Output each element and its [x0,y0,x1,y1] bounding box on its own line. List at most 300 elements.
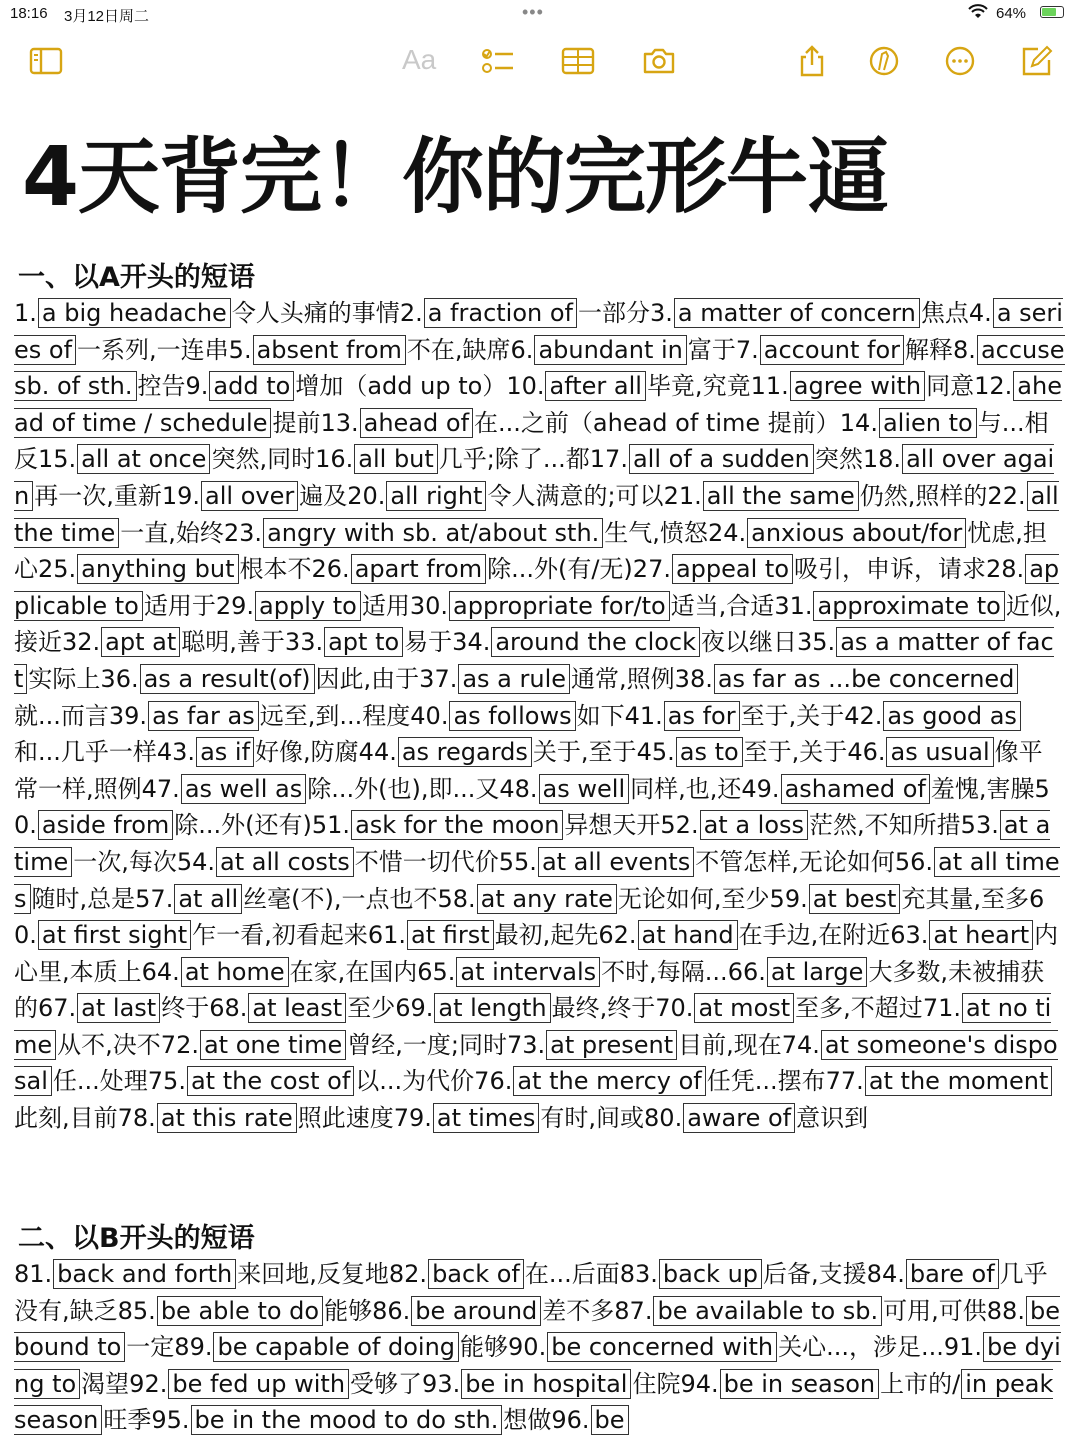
phrase-meaning: 同样,也,还 [630,774,742,803]
phrase-box: at all [174,884,242,914]
phrase-box: at the mercy of [513,1066,705,1096]
phrase-box: apart from [351,554,486,584]
entry-number: 11. [750,372,789,401]
phrase-meaning: 任凭...摆布 [706,1067,826,1096]
phrase-box: as a matter of fact [14,628,1054,693]
entry-number: 95. [151,1406,190,1435]
entry-number: 76. [474,1067,513,1096]
phrase-box: appropriate for/to [449,591,670,621]
phrase-box: around the clock [491,627,700,657]
phrase-meaning: 在家,在国内 [289,957,418,986]
phrase-meaning: 易于 [404,628,453,657]
entry-number: 19. [161,481,201,510]
phrase-meaning: 终于 [161,994,210,1023]
entry-number: 49. [741,774,780,803]
phrase-box: all the same [703,481,859,511]
entry-number: 12. [974,372,1013,401]
phrase-meaning: 通常,照例 [571,664,675,693]
phrase-meaning: 仍然,照样的 [859,481,988,510]
phrase-box: agree with [790,371,925,401]
entry-number: 85. [117,1296,156,1325]
entry-number: 70. [655,994,694,1023]
phrase-box: at all times [14,847,1060,913]
phrase-box: be available to sb. [653,1296,882,1326]
phrase-meaning: 突然 [814,445,863,474]
phrase-box: ahead of time / schedule [14,372,1062,437]
phrase-box: ashamed of [781,774,930,804]
phrase-meaning: 一次,每次 [73,847,177,876]
entry-number: 52. [660,811,699,840]
phrase-meaning: 曾经,一度;同时 [347,1030,507,1059]
phrase-box: as follows [449,701,575,731]
phrase-box: a series of [14,299,1063,364]
phrase-meaning: 除...外(也),即...又 [307,774,500,803]
phrase-meaning: 适用于 [143,591,216,620]
phrase-box: aside from [38,810,173,840]
phrase-meaning: 就...而言 [14,701,109,730]
entry-number: 46. [847,738,886,767]
phrase-meaning: 最终,终于 [551,994,656,1023]
phrase-box: alien to [879,408,977,438]
phrase-box: applicable to [14,555,1060,620]
phrase-box: back up [659,1259,762,1289]
phrase-box: add to [209,371,294,401]
phrase-box: at any rate [477,884,617,914]
phrase-box: at times [433,1103,539,1133]
entry-number: 39. [108,701,148,730]
entry-number: 56. [894,847,934,876]
phrase-meaning: 除...外(还有) [174,811,312,840]
phrase-box: at all costs [216,847,354,877]
entry-number: 15. [38,445,77,474]
phrase-box: abundant in [534,335,686,365]
entry-number: 93. [422,1369,461,1398]
phrase-box: ask for the moon [351,810,563,840]
entry-number: 34. [452,628,491,657]
phrase-meaning: 焦点 [920,299,969,327]
table-icon[interactable] [560,44,596,78]
phrase-meaning: 此刻,目前 [14,1104,118,1133]
status-bar [0,0,1080,28]
more-icon[interactable] [942,44,978,78]
entry-number: 78. [117,1104,156,1133]
phrase-meaning: 根本不 [239,555,312,584]
section-a-body[interactable] [14,295,1066,1137]
phrase-box: as regards [398,737,532,767]
entry-number: 18. [862,445,902,474]
phrase-box: at a loss [700,810,808,840]
phrase-meaning: 目前,现在 [678,1030,782,1059]
entry-number: 2. [399,299,423,327]
entry-number: 84. [866,1260,905,1288]
phrase-meaning: 以...为代价 [355,1067,475,1096]
phrase-box: at the moment [865,1066,1053,1096]
entry-number: 88. [986,1296,1025,1325]
phrase-meaning: 一系列,一连串 [77,335,229,364]
phrase-box: as a result(of) [140,664,315,694]
phrase-box: as usual [886,737,993,767]
phrase-meaning: 最初,起先 [494,921,599,950]
phrase-meaning: 想做 [503,1406,552,1435]
phrase-meaning: 一直,始终 [120,518,224,547]
phrase-meaning: 像平常一样,照例 [14,738,1043,803]
phrase-meaning: 从不,决不 [57,1030,161,1059]
entry-number: 74. [781,1030,820,1059]
phrase-box: at intervals [456,957,600,987]
entry-number: 72. [160,1030,199,1059]
phrase-box: a fraction of [424,298,577,328]
phrase-box: be in the mood to do sth. [191,1405,503,1435]
entry-number: 21. [663,481,702,510]
entry-number: 90. [508,1333,547,1362]
status-time: 18:16 [10,5,48,22]
battery-percent: 64% [996,5,1027,22]
phrase-box: at no time [14,994,1052,1059]
phrase-box: at a time [14,811,1051,876]
phrase-meaning: 充其量,至多 [901,884,1030,913]
entry-number: 54. [176,847,216,876]
phrase-meaning: 适当,合适 [670,591,775,620]
phrase-meaning: 忧虑,担心 [14,518,1047,584]
entry-number: 83. [619,1260,658,1288]
phrase-meaning: 在...之前（ahead of time 提前） [474,408,840,437]
entry-number: 89. [174,1333,213,1362]
notes-toolbar [0,34,1080,88]
entry-number: 60. [14,884,1045,950]
phrase-meaning: 受够了 [350,1369,423,1398]
phrase-meaning: 内心里,本质上 [14,921,1059,986]
phrase-meaning: 同意 [926,372,975,401]
entry-number: 20. [347,481,386,510]
entry-number: 9. [185,372,209,401]
entry-number: 59. [769,884,808,913]
entry-number: 7. [735,335,759,364]
camera-icon[interactable] [641,44,677,78]
phrase-box: as far as ...be concerned [714,664,1019,694]
phrase-box: at all events [538,847,694,877]
phrase-box: be around [411,1296,541,1326]
phrase-meaning: 聪明,善于 [181,628,285,657]
phrase-box: apply to [255,591,361,621]
entry-number: 65. [417,957,456,986]
phrase-meaning: 远至,到...程度 [259,701,411,730]
entry-number: 81. [14,1260,53,1288]
phrase-meaning: 增加（add up to） [295,372,507,401]
phrase-meaning: 至于,关于 [743,738,848,767]
phrase-box: a matter of concern [674,298,920,328]
phrase-meaning: 生气,愤怒 [604,518,708,547]
entry-number: 22. [987,481,1026,510]
phrase-box: at best [809,884,901,914]
phrase-box: in peak season [14,1369,1054,1435]
entry-number: 91. [943,1333,983,1362]
phrase-meaning: 关心...，涉足... [778,1333,944,1362]
entry-number: 57. [135,884,174,913]
share-icon[interactable] [794,44,830,78]
phrase-meaning: 再一次,重新 [34,481,162,510]
entry-number: 58. [437,884,476,913]
phrase-box: as to [676,737,743,767]
entry-number: 42. [844,701,883,730]
entry-number: 13. [320,408,359,437]
phrase-meaning: 不管怎样,无论如何 [695,847,895,876]
section-b-body[interactable] [14,1256,1066,1439]
phrase-box: absent from [253,335,406,365]
entry-number: 69. [395,994,434,1023]
phrase-meaning: 控告 [137,372,186,401]
phrase-box: all at once [77,444,210,474]
entry-number: 37. [419,664,458,693]
entry-number: 44. [358,738,397,767]
phrase-box: at most [694,993,794,1023]
phrase-box: approximate to [813,591,1004,621]
phrase-box: at least [248,993,346,1023]
phrase-box: at home [181,957,289,987]
entry-number: 82. [388,1260,428,1288]
entry-number: 10. [506,372,545,401]
entry-number: 28. [986,555,1025,584]
phrase-meaning: 一部分 [578,299,651,327]
phrase-box: as if [196,737,254,767]
phrase-meaning: 不在,缺席 [406,335,511,364]
phrase-box: as well [539,774,630,804]
phrase-meaning: 可用,可供 [883,1296,987,1325]
phrase-meaning: 解释 [905,335,954,364]
phrase-box: at first sight [38,920,191,950]
note-title: 4天背完！你的完形牛逼 [22,130,889,225]
phrase-meaning: 提前 [272,408,321,437]
entry-number: 23. [223,518,263,547]
entry-number: 45. [636,738,675,767]
entry-number: 73. [506,1030,546,1059]
phrase-meaning: 至多,不超过 [795,994,923,1023]
entry-number: 80. [644,1104,683,1133]
phrase-meaning: 不惜一切代价 [354,847,499,876]
phrase-meaning: 近似,接近 [14,591,1062,657]
entry-number: 32. [62,628,101,657]
entry-number: 41. [624,701,663,730]
entry-number: 14. [839,408,878,437]
entry-number: 63. [890,921,929,950]
entry-number: 94. [680,1369,719,1398]
sidebar-icon[interactable] [28,44,64,78]
phrase-meaning: 因此,由于 [315,664,420,693]
phrase-box: as good as [883,701,1021,731]
phrase-box: at the cost of [187,1066,354,1096]
phrase-meaning: 羞愧,害臊 [930,774,1035,803]
entry-number: 33. [284,628,324,657]
phrase-meaning: 富于 [687,335,736,364]
entry-number: 96. [551,1406,590,1435]
entry-number: 53. [960,811,999,840]
phrase-box: as for [664,701,740,731]
phrase-box: be concerned with [547,1332,777,1362]
phrase-meaning: 无论如何,至少 [617,884,770,913]
phrase-box: at first [407,920,494,950]
phrase-box: be fed up with [168,1369,349,1399]
entry-number: 71. [922,994,961,1023]
phrase-box: be in season [720,1369,880,1399]
entry-number: 92. [129,1369,168,1398]
phrase-meaning: 有时,间或 [540,1104,645,1133]
entry-number: 86. [372,1296,411,1325]
phrase-box: appeal to [672,554,793,584]
phrase-meaning: 后备,支援 [763,1260,867,1288]
phrase-box: at last [77,993,160,1023]
entry-number: 38. [674,664,713,693]
phrase-box: apt at [101,627,180,657]
entry-number: 36. [100,664,139,693]
phrase-box: a big headache [38,298,231,328]
entry-number: 62. [598,921,637,950]
entry-number: 87. [614,1296,653,1325]
phrase-box: anxious about/for [747,518,966,548]
phrase-box: as a rule [458,664,570,694]
status-date: 3月12日周二 [64,8,150,25]
entry-number: 30. [409,591,448,620]
entry-number: 4. [968,299,992,327]
phrase-box: apt to [324,627,403,657]
phrase-meaning: 在手边,在附近 [738,921,891,950]
phrase-meaning: 除...外(有/无) [487,555,633,584]
entry-number: 27. [632,555,671,584]
entry-number: 25. [38,555,77,584]
phrase-meaning: 夜以继日 [701,628,798,657]
phrase-meaning: 至于,关于 [740,701,845,730]
phrase-meaning: 丝毫(不),一点也不 [243,884,438,913]
entry-number: 61. [367,921,407,950]
phrase-box: be in hospital [461,1369,631,1399]
phrase-meaning: 至少 [347,994,396,1023]
phrase-meaning: 毕竟,究竟 [646,372,751,401]
phrase-box: all over [201,481,298,511]
phrase-meaning: 吸引，申诉，请求 [794,555,987,584]
wifi-icon [968,4,988,24]
entry-number: 3. [650,299,673,327]
phrase-meaning: 在...后面 [524,1260,620,1288]
entry-number: 8. [953,335,976,364]
entry-number: 16. [315,445,354,474]
phrase-box: at large [767,957,868,987]
entry-number: 24. [707,518,747,547]
phrase-meaning: 能够 [460,1333,509,1362]
phrase-meaning: 适用 [361,591,410,620]
section-a-heading: 一、以A开头的短语 [18,262,255,293]
entry-number: 40. [410,701,449,730]
phrase-meaning: 关于,至于 [532,738,637,767]
phrase-meaning: 照此速度 [297,1104,394,1133]
entry-number: 43. [156,738,196,767]
entry-number: 1. [14,299,37,327]
entry-number: 79. [393,1104,432,1133]
phrase-meaning: 异想天开 [564,811,661,840]
phrase-box: as well as [181,774,306,804]
phrase-meaning: 令人头痛的事情 [231,299,400,327]
phrase-meaning: 渴望 [81,1369,130,1398]
phrase-meaning: 实际上 [28,664,101,693]
phrase-box: be capable of doing [213,1332,459,1362]
section-b-heading: 二、以B开头的短语 [18,1223,255,1254]
phrase-meaning: 旺季 [103,1406,152,1435]
checklist-icon[interactable] [480,44,516,78]
phrase-box: at heart [929,920,1033,950]
phrase-meaning: 大多数,未被捕获的 [14,957,1045,1023]
phrase-meaning: 意识到 [796,1104,869,1133]
phrase-meaning: 和...几乎一样 [14,738,157,767]
phrase-box: be dying to [14,1333,1061,1398]
phrase-meaning: 几乎;除了...都 [438,445,590,474]
phrase-meaning: 住院 [632,1369,681,1398]
phrase-meaning: 上市的/ [880,1369,961,1398]
entry-number: 17. [589,445,628,474]
phrase-box: all over again [14,445,1055,510]
phrase-meaning: 茫然,不知所措 [809,811,961,840]
phrase-box: at someone's disposal [14,1030,1058,1096]
phrase-meaning: 突然,同时 [211,445,316,474]
phrase-box: be bound to [14,1296,1060,1362]
entry-number: 26. [311,555,350,584]
phrase-box: aware of [683,1103,795,1133]
phrase-meaning: 一定 [126,1333,175,1362]
entry-number: 68. [209,994,248,1023]
phrase-box: be [591,1405,629,1435]
battery-icon [1040,6,1064,18]
phrase-meaning: 随时,总是 [31,884,136,913]
entry-number: 48. [499,774,538,803]
phrase-box: at this rate [157,1103,297,1133]
phrase-box: at one time [200,1030,346,1060]
entry-number: 77. [825,1067,864,1096]
entry-number: 50. [14,774,1050,840]
phrase-box: at present [546,1030,677,1060]
phrase-box: all right [386,481,486,511]
phrase-meaning: 来回地,反复地 [237,1260,389,1288]
phrase-box: as far as [148,701,259,731]
phrase-box: all of a sudden [629,444,814,474]
entry-number: 31. [774,591,813,620]
entry-number: 5. [228,335,252,364]
multitasking-dots-icon[interactable]: ••• [522,2,544,22]
phrase-box: at length [434,993,550,1023]
phrase-box: all the time [14,481,1059,547]
phrase-meaning: 好像,防腐 [255,738,359,767]
entry-number: 51. [311,811,351,840]
phrase-meaning: 差不多 [542,1296,615,1325]
phrase-meaning: 不时,每隔... [601,957,728,986]
entry-number: 64. [141,957,180,986]
phrase-meaning: 乍一看,初看起来 [192,921,368,950]
entry-number: 29. [215,591,255,620]
phrase-meaning: 如下 [576,701,625,730]
phrase-box: after all [545,371,645,401]
phrase-meaning: 与...相反 [14,408,1049,474]
phrase-box: back and forth [53,1259,236,1289]
markup-icon[interactable] [866,44,902,78]
phrase-box: be able to do [157,1296,323,1326]
entry-number: 55. [498,847,537,876]
phrase-box: ahead of [360,408,473,438]
phrase-box: bare of [906,1259,999,1289]
format-text-button[interactable]: Aa [402,44,437,75]
compose-icon[interactable] [1018,44,1054,78]
phrase-box: at hand [638,920,738,950]
entry-number: 6. [510,335,534,364]
phrase-meaning: 任...处理 [52,1067,148,1096]
entry-number: 75. [147,1067,186,1096]
entry-number: 66. [727,957,766,986]
phrase-box: account for [760,335,904,365]
entry-number: 35. [797,628,836,657]
